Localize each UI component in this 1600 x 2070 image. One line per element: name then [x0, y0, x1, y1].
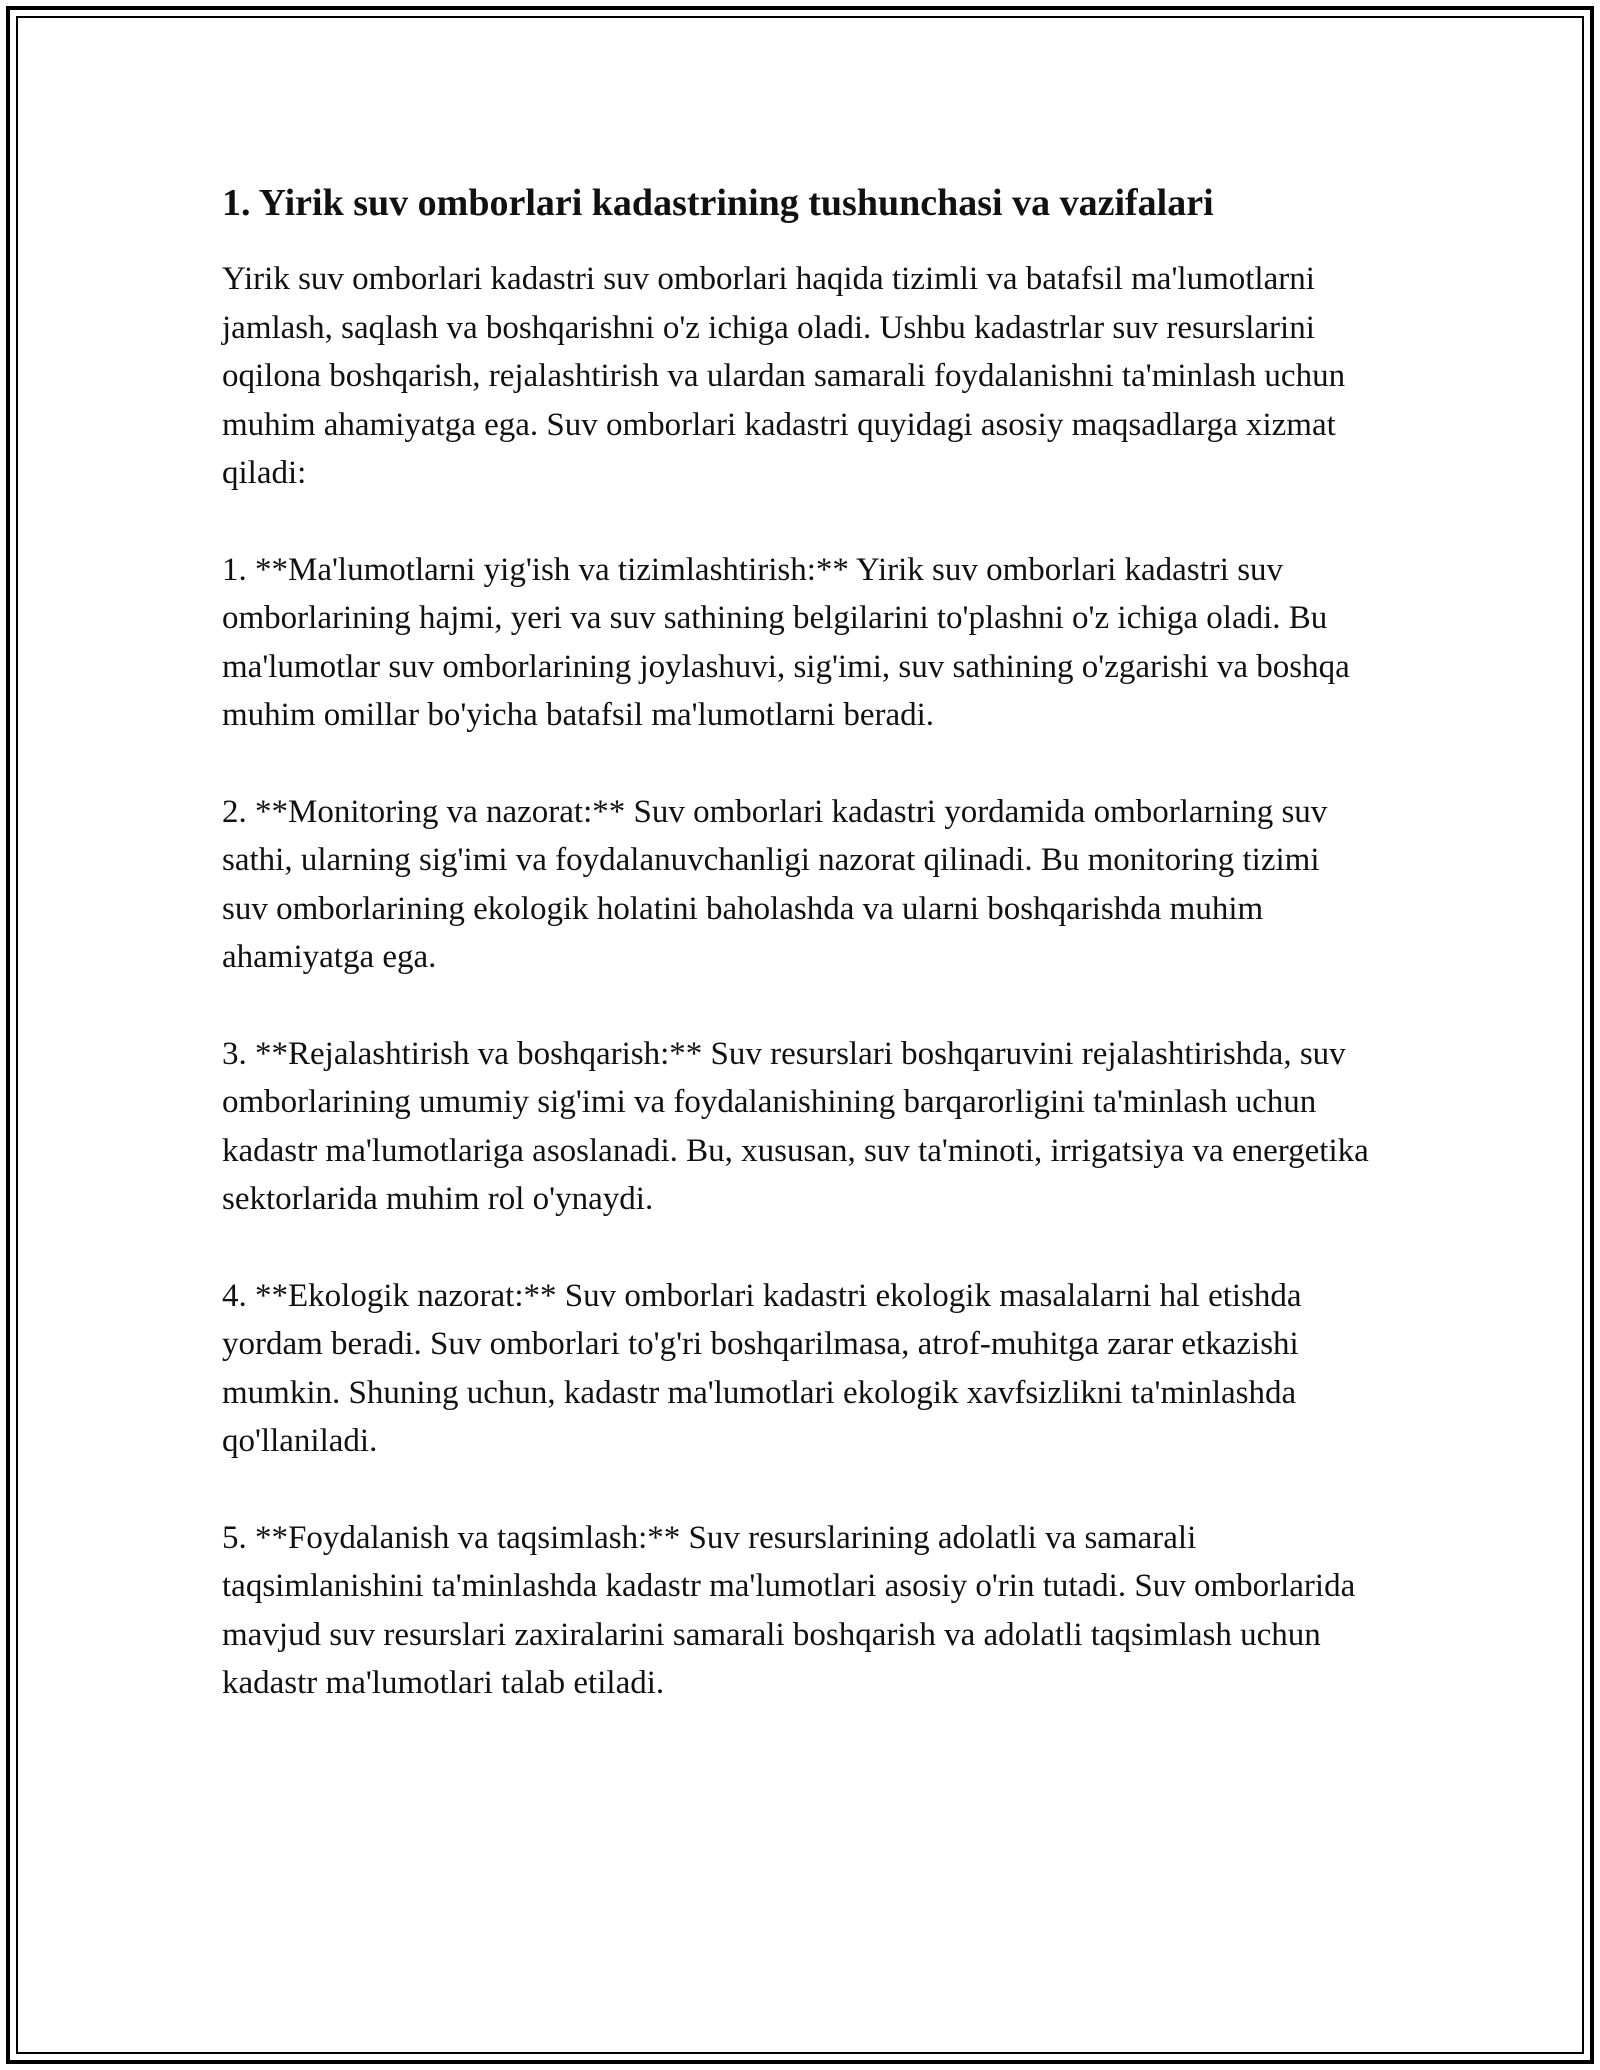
document-body — [222, 177, 1372, 1756]
list-item-data-collection: 1. **Ma'lumotlarni yig'ish va tizimlashtirish:** Yirik suv omborlari kadastri suv omborlarining hajmi, yeri va suv sathining belgilarini to'plashni o'z ichiga oladi. Bu ma'lumotlar suv omborlarining joylashuvi, sig'imi, suv sathining o'zgarishi va boshqa muhim omillar bo'yicha batafsil ma'lumotlarni beradi. — [222, 551, 1350, 733]
section-heading: 1. Yirik suv omborlari kadastrining tushunchasi va vazifalari — [222, 182, 1214, 224]
intro-paragraph: Yirik suv omborlari kadastri suv omborlari haqida tizimli va batafsil ma'lumotlarni jamlash, saqlash va boshqarishni o'z ichiga oladi. Ushbu kadastrlar suv resurslarini oqilona boshqarish, rejalashtirish va ulardan samarali foydalanishni ta'minlash uchun muhim ahamiyatga ega. Suv omborlari kadastri quyidagi asosiy maqsadlarga xizmat qiladi: — [222, 261, 1346, 491]
list-item-ecological-control: 4. **Ekologik nazorat:** Suv omborlari kadastri ekologik masalalarni hal etishda yordam beradi. Suv omborlari to'g'ri boshqarilmasa, atrof-muhitga zarar etkazishi mumkin. Shuning uchun, kadastr ma'lumotlari ekologik xavfsizlikni ta'minlashda qo'llaniladi. — [222, 1277, 1302, 1459]
list-item-monitoring: 2. **Monitoring va nazorat:** Suv omborlari kadastri yordamida omborlarning suv sathi, ularning sig'imi va foydalanuvchanligi nazorat qilinadi. Bu monitoring tizimi suv omborlarining ekologik holatini baholashda va ularni boshqarishda muhim ahamiyatga ega. — [222, 793, 1328, 975]
list-item-usage-distribution: 5. **Foydalanish va taqsimlash:** Suv resurslarining adolatli va samarali taqsimlanishini ta'minlashda kadastr ma'lumotlari asosiy o'rin tutadi. Suv omborlarida mavjud suv resurslari zaxiralarini samarali boshqarish va adolatli taqsimlash uchun kadastr ma'lumotlari talab etiladi. — [222, 1519, 1356, 1701]
list-item-planning: 3. **Rejalashtirish va boshqarish:** Suv resurslari boshqaruvini rejalashtirishda, suv omborlarining umumiy sig'imi va foydalanishining barqarorligini ta'minlash uchun kadastr ma'lumotlariga asoslanadi. Bu, xususan, suv ta'minoti, irrigatsiya va energetika sektorlarida muhim rol o'ynaydi. — [222, 1035, 1369, 1217]
